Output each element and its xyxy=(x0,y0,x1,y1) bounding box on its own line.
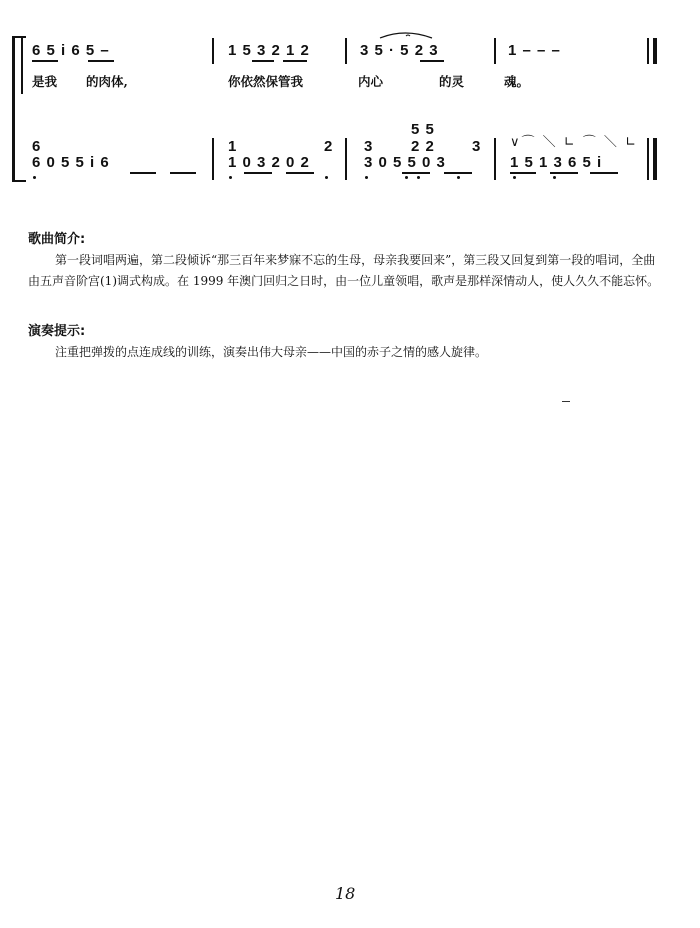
intro-heading: 歌曲简介: xyxy=(28,232,86,247)
lower-measure-4: 1 5 1 3 6 5 i xyxy=(510,154,603,171)
strum-marks: ∨⌒ ＼ ∟ ⌒ ＼ ∟ xyxy=(510,135,638,150)
lyric-1: 是我 xyxy=(32,74,58,89)
upper-digit: 1 xyxy=(228,138,238,155)
lyric-4: 内心 xyxy=(358,74,384,89)
lyric-6: 魂。 xyxy=(504,74,530,89)
lyric-2: 的肉体, xyxy=(86,74,128,89)
upper-digit: 5 5 xyxy=(411,121,435,138)
stray-mark xyxy=(562,401,570,402)
intro-body: 第一段词唱两遍，第二段倾诉“那三百年来梦寐不忘的生母，母亲我要回来”，第三段又回复到第一段的唱词，全曲由五声音阶宫(1)调式构成。在 1999 年澳门回归之日时，由一位儿童领唱，歌声是那样深情动人，使人久久不能忘怀。 xyxy=(28,253,660,288)
tips-heading: 演奏提示: xyxy=(28,324,86,339)
upper-digit: 6 xyxy=(32,138,42,155)
lower-measure-3: 3 0 5 5 0 3 xyxy=(364,154,446,171)
measure-3-notes: 3 5 · 5 2 3 xyxy=(360,42,439,59)
lyric-3: 你依然保管我 xyxy=(228,74,304,89)
page-number: 18 xyxy=(335,884,356,903)
upper-digit: 3 xyxy=(472,138,482,155)
measure-2-notes: 1 5 3 2 1 2 xyxy=(228,42,310,59)
measure-1-notes: 6 5 i 6 5 – xyxy=(32,42,110,59)
lyric-5: 的灵 xyxy=(439,74,465,89)
measure-4-notes: 1 – – – xyxy=(508,42,561,59)
upper-digit: 3 xyxy=(364,138,374,155)
tips-body: 注重把弹拨的点连成线的训练，演奏出伟大母亲——中国的赤子之情的感人旋律。 xyxy=(55,345,488,359)
upper-digit: 2 2 xyxy=(411,138,435,155)
lower-measure-1: 6 0 5 5 i 6 xyxy=(32,154,110,171)
lower-measure-2: 1 0 3 2 0 2 xyxy=(228,154,310,171)
upper-digit: 2 xyxy=(324,138,334,155)
